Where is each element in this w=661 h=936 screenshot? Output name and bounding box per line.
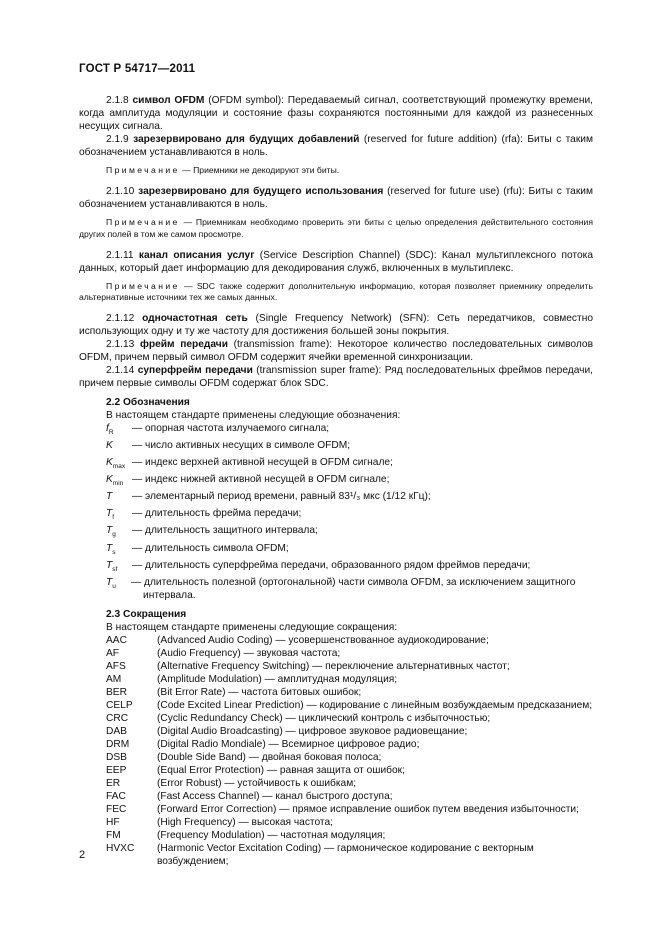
- symbol-description: — длительность полезной (ортогональной) части символа OFDM, за исключением защитного интервала.: [131, 576, 576, 601]
- symbol-description: — число активных несущих в символе OFDM;: [132, 440, 351, 452]
- symbol: $f_R$: [106, 423, 114, 437]
- page-number: 2: [79, 849, 86, 861]
- symbol-row: [79, 422, 593, 439]
- abbreviation-row: [79, 647, 593, 660]
- abbreviation-row: [79, 725, 593, 738]
- symbol: $T_u$: [106, 576, 116, 590]
- symbol-row: [79, 576, 593, 602]
- abbreviation-row: [79, 803, 593, 816]
- definition-2-1-14: 2.1.14 суперфрейм передачи (transmission super frame): Ряд последовательных фреймов передачи, причем первые символы OFDM содержат блок SDC.: [79, 365, 593, 390]
- section-2-3-intro: В настоящем стандарте применены следующие сокращения:: [106, 621, 398, 633]
- symbol-description: — длительность фрейма передачи;: [132, 508, 302, 520]
- abbreviation: DSB: [106, 751, 127, 763]
- symbol: $T_f$: [106, 508, 115, 522]
- abbreviation: AF: [106, 647, 120, 659]
- symbol-description: — длительность символа OFDM;: [132, 542, 289, 554]
- symbols-list: [79, 422, 593, 601]
- abbreviation: AAC: [106, 634, 127, 646]
- symbol-row: [79, 507, 593, 524]
- symbol-description: — опорная частота излучаемого сигнала;: [132, 423, 330, 435]
- note-2-1-10: Примечание — Приемникам необходимо проверить эти биты с целью определения действительного состояния других полей в том же самом просмотре.: [79, 217, 593, 239]
- symbol: K: [106, 440, 113, 452]
- abbreviation-description: (Frequency Modulation) — частотная модуляция;: [157, 829, 386, 841]
- abbreviation-row: [79, 634, 593, 647]
- abbreviation-description: (Digital Audio Broadcasting) — цифровое звуковое радиовещание;: [157, 725, 468, 737]
- abbreviation-row: [79, 790, 593, 803]
- definition-2-1-12: 2.1.12 одночастотная сеть (Single Frequency Network) (SFN): Сеть передатчиков, совместно использующих одну и ту же частоту для достижения большей зоны покрытия.: [79, 313, 593, 338]
- symbol: $T_s$: [106, 542, 116, 556]
- abbreviation-row: [79, 673, 593, 686]
- abbreviation-row: [79, 686, 593, 699]
- definition-2-1-10: 2.1.10 зарезервировано для будущего использования (reserved for future use) (rfu): Биты с таким обозначением устанавливаются в ноль.: [79, 186, 593, 211]
- symbol-description: — индекс нижней активной несущей в OFDM сигнале;: [132, 474, 390, 486]
- abbreviation-row: [79, 699, 593, 712]
- abbreviation-description: (Audio Frequency) — звуковая частота;: [157, 647, 341, 659]
- abbreviation-row: [79, 842, 593, 868]
- section-2-2-title: 2.2 Обозначения: [106, 397, 190, 409]
- abbreviation-row: [79, 660, 593, 673]
- symbol: $T_{sf}$: [106, 559, 118, 573]
- symbol-row: [79, 524, 593, 541]
- abbreviation-description: (Code Excited Linear Prediction) — кодирование с линейным возбуждаемым предсказанием;: [157, 699, 593, 711]
- symbol-row: [79, 490, 593, 507]
- abbreviation: ER: [106, 777, 121, 789]
- abbreviation: FEC: [106, 803, 127, 815]
- abbreviation-row: [79, 712, 593, 725]
- document-header: ГОСТ Р 54717—2011: [79, 63, 196, 75]
- abbreviation-description: (Advanced Audio Coding) — усовершенствованное аудиокодирование;: [157, 634, 489, 646]
- abbreviation-description: (Bit Error Rate) — частота битовых ошибок;: [157, 686, 362, 698]
- symbol: T: [106, 491, 113, 503]
- symbol: $T_g$: [106, 525, 116, 539]
- symbol-row: [79, 542, 593, 559]
- abbreviation: EEP: [106, 764, 127, 776]
- abbreviation-description: (High Frequency) — высокая частота;: [157, 816, 333, 828]
- note-2-1-11: Примечание — SDC также содержит дополнительную информацию, которая позволяет приемнику определить альтернативные источники тех же самых данных.: [79, 280, 593, 303]
- abbreviation: DAB: [106, 725, 127, 737]
- abbreviation: FAC: [106, 790, 126, 802]
- abbreviation: BER: [106, 686, 127, 698]
- symbol-description: — длительность защитного интервала;: [132, 525, 318, 537]
- abbreviation-description: (Alternative Frequency Switching) — переключение альтернативных частот;: [157, 660, 510, 672]
- definition-2-1-11: 2.1.11 канал описания услуг (Service Description Channel) (SDC): Канал мультиплексного потока данных, который дает информацию для декодирования служб, включенных в мультиплекс.: [79, 249, 593, 274]
- abbreviation: AFS: [106, 660, 126, 672]
- abbreviation: HF: [106, 816, 120, 828]
- abbreviations-list: [79, 634, 593, 868]
- abbreviation-row: [79, 829, 593, 842]
- abbreviation-description: (Error Robust) — устойчивость к ошибкам;: [157, 777, 357, 789]
- symbol: $K_{max}$: [106, 457, 126, 471]
- abbreviation-description: (Harmonic Vector Excitation Coding) — гармоническое кодирование с векторным возбуждением;: [157, 842, 534, 867]
- abbreviation-description: (Digital Radio Mondiale) — Всемирное цифровое радио;: [157, 738, 420, 750]
- abbreviation: FM: [106, 829, 121, 841]
- abbreviation-row: [79, 816, 593, 829]
- abbreviation-row: [79, 738, 593, 751]
- abbreviation: HVXC: [106, 842, 135, 854]
- definition-2-1-13: 2.1.13 фрейм передачи (transmission frame): Некоторое количество последовательных символов OFDM, причем первый символ OFDM содержит ячейки временной синхронизации.: [79, 339, 594, 364]
- abbreviation-row: [79, 777, 593, 790]
- abbreviation: AM: [106, 673, 122, 685]
- abbreviation-description: (Amplitude Modulation) — амплитудная модуляция;: [157, 673, 398, 685]
- symbol-row: [79, 439, 593, 456]
- abbreviation: DRM: [106, 738, 130, 750]
- abbreviation: CELP: [106, 699, 133, 711]
- symbol-row: [79, 473, 593, 490]
- abbreviation-description: (Equal Error Protection) — равная защита от ошибок;: [157, 764, 405, 776]
- section-2-2-intro: В настоящем стандарте применены следующие обозначения:: [106, 410, 401, 422]
- abbreviation-row: [79, 751, 593, 764]
- symbol-description: — индекс верхней активной несущей в OFDM сигнале;: [132, 457, 393, 469]
- abbreviation-row: [79, 764, 593, 777]
- definition-2-1-8: 2.1.8 символ OFDM (OFDM symbol): Передаваемый сигнал, соответствующий промежутку времени, когда амплитуда модуляции и состояние фазы сохраняются постоянными для каждой из разнесенных несущих сигнала.: [79, 95, 593, 132]
- symbol-row: [79, 559, 593, 576]
- abbreviation-description: (Cyclic Redundancy Check) — циклический контроль с избыточностью;: [157, 712, 491, 724]
- section-2-3-title: 2.3 Сокращения: [106, 608, 187, 620]
- note-2-1-9: Примечание — Приемники не декодируют эти биты.: [106, 165, 340, 175]
- symbol: $K_{min}$: [106, 474, 124, 488]
- abbreviation: CRC: [106, 712, 129, 724]
- abbreviation-description: (Fast Access Channel) — канал быстрого доступа;: [157, 790, 393, 802]
- symbol-description: — элементарный период времени, равный 83¹/₃ мкс (1/12 кГц);: [132, 491, 431, 503]
- abbreviation-description: (Double Side Band) — двойная боковая полоса;: [157, 751, 382, 763]
- definition-2-1-9: 2.1.9 зарезервировано для будущих добавлений (reserved for future addition) (rfa): Биты с таким обозначением устанавливаются в ноль.: [79, 134, 593, 158]
- symbol-row: [79, 456, 593, 473]
- abbreviation-description: (Forward Error Correction) — прямое исправление ошибок путем введения избыточности;: [157, 803, 579, 815]
- symbol-description: — длительность суперфрейма передачи, образованного рядом фреймов передачи;: [132, 559, 531, 571]
- document-body: [79, 94, 593, 868]
